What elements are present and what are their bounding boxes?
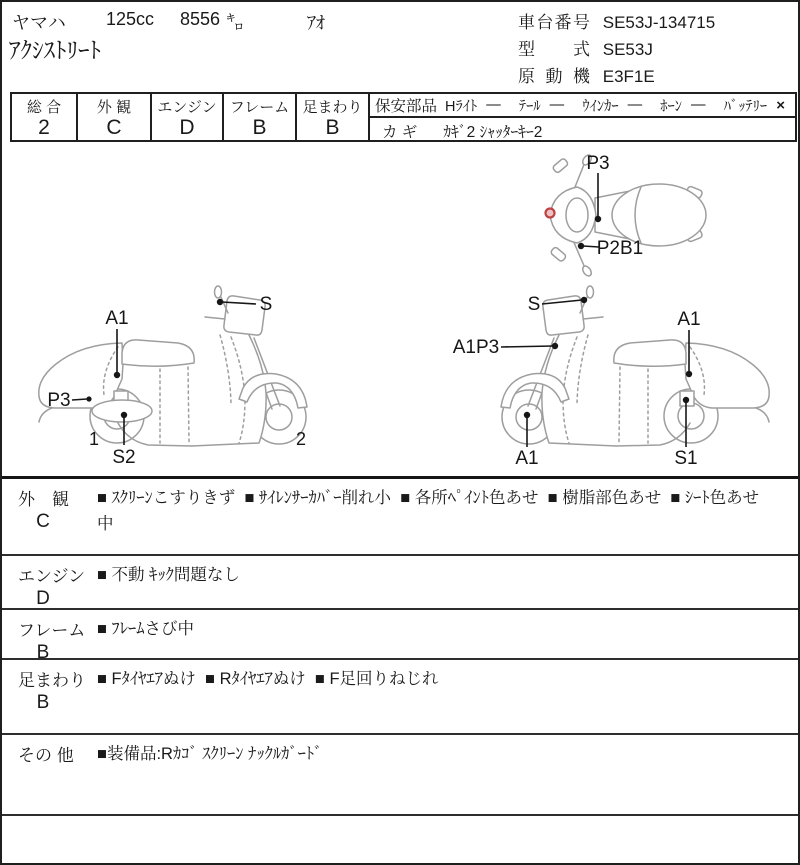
label-top-p2b1: P2B1 [596,238,644,259]
safety-parts-items [445,95,785,116]
model-code-row [518,35,653,60]
safety-item-name: ﾊﾞｯﾃﾘｰ [723,98,768,115]
model-name: ｱｸｼｽﾄﾘｰﾄ [9,37,101,63]
keys-value: ｶｷﾞ2 ｼｬｯﾀｰｷｰ2 [443,124,543,141]
condition-label: その 他 [18,746,74,765]
condition-grade: B [36,692,50,713]
label-left-s: S [259,294,273,315]
grade-label: エンジン [157,99,217,116]
engine-code-label: 原動機 [518,67,590,86]
condition-label: 外 観 [18,490,69,509]
safety-item-horn [660,95,705,116]
grade-label: 総 合 [26,99,62,116]
model-code-label: 型式 [518,40,590,59]
body-color: ｱｵ [307,13,325,33]
grade-label: 外 観 [96,99,132,116]
safety-item-status: × [776,96,785,114]
grade-cell-exterior [76,92,152,142]
condition-row-undercarriage [2,658,800,733]
condition-label: フレーム [18,621,86,640]
label-right-a1-front: A1 [515,448,539,469]
safety-item-name: Hﾗｲﾄ [445,98,478,115]
condition-row-engine [2,554,800,608]
condition-items: ■装備品:Rｶｺﾞ ｽｸﾘｰﾝ ﾅｯｸﾙｶﾞｰﾄﾞ [97,745,323,763]
safety-item-winker [582,95,642,116]
chassis-number-value: SE53J-134715 [602,13,716,32]
model-code-value: SE53J [602,40,653,59]
safety-item-name: ｳｲﾝｶｰ [582,98,619,115]
scooter-right-view [501,286,769,446]
condition-label: 足まわり [18,671,86,690]
label-right-a1p3: A1P3 [452,337,500,358]
safety-item-status: ― [627,97,643,113]
safety-item-headlight [445,95,501,116]
chassis-number-label: 車台番号 [518,13,590,32]
grade-cell-undercarriage [295,92,370,142]
grade-label: 足まわり [302,99,363,116]
label-left-a1: A1 [105,308,129,329]
safety-parts-row [370,94,795,118]
safety-parts-box [368,92,797,142]
chassis-number-row [518,8,715,33]
grade-cell-frame [222,92,297,142]
condition-row-other [2,733,800,814]
damage-diagram [2,142,800,476]
grade-label: フレーム [229,99,290,116]
safety-item-status: ― [486,97,501,113]
condition-grade: B [36,642,50,663]
grade-value: B [252,116,267,139]
keys-label: カ ギ [382,124,418,141]
label-left-p3: P3 [47,390,71,411]
grade-value: B [325,116,340,139]
condition-grade: C [36,511,50,532]
safety-item-status: ― [691,97,706,113]
condition-row-frame [2,608,800,663]
label-left-num2: 2 [295,429,307,449]
grade-value: D [179,116,195,139]
grade-cell-engine [150,92,224,142]
condition-items: ■ ﾌﾚｰﾑさび中 [97,620,195,638]
safety-item-name: ﾃｰﾙ [518,98,541,115]
mileage-unit: ㌔ [226,13,244,33]
safety-item-status: ― [549,97,565,113]
label-right-a1-rear: A1 [677,309,701,330]
condition-items: ■ 不動 ｷｯｸ問題なし [97,566,240,584]
label-left-s2: S2 [112,447,136,468]
condition-grade: D [36,588,50,609]
condition-row-exterior [2,476,800,554]
muffler [92,400,152,422]
label-right-s: S [527,294,541,315]
maker-name: ヤマハ [12,13,66,33]
grade-cell-overall [10,92,78,142]
safety-item-name: ﾎｰﾝ [660,98,683,115]
safety-parts-title: 保安部品 [375,98,438,115]
engine-code-value: E3F1E [602,67,655,86]
label-left-num1: 1 [88,429,100,449]
damage-marker-red [546,209,555,218]
grade-value: C [106,116,122,139]
condition-items: ■ ｽｸﾘｰﾝこすりきず ■ ｻｲﾚﾝｻｰｶﾊﾞｰ削れ小 ■ 各所ﾍﾟｲﾝﾄ色あせ ■ 樹脂部色あせ ■ ｼｰﾄ色あせ中 [97,489,760,533]
label-right-s1: S1 [674,448,698,469]
displacement: 125cc [106,9,155,29]
safety-item-battery [724,95,785,116]
safety-item-tail [519,95,564,116]
keys-row [370,120,795,142]
mileage-value: 8556 [180,9,221,29]
label-top-p3: P3 [586,153,610,174]
engine-code-row [518,62,655,87]
condition-row-empty [2,814,800,865]
condition-label: エンジン [18,567,86,586]
grade-value: 2 [38,116,50,139]
condition-items: ■ Fﾀｲﾔｴｱぬけ ■ Rﾀｲﾔｴｱぬけ ■ F足回りねじれ [97,670,439,688]
